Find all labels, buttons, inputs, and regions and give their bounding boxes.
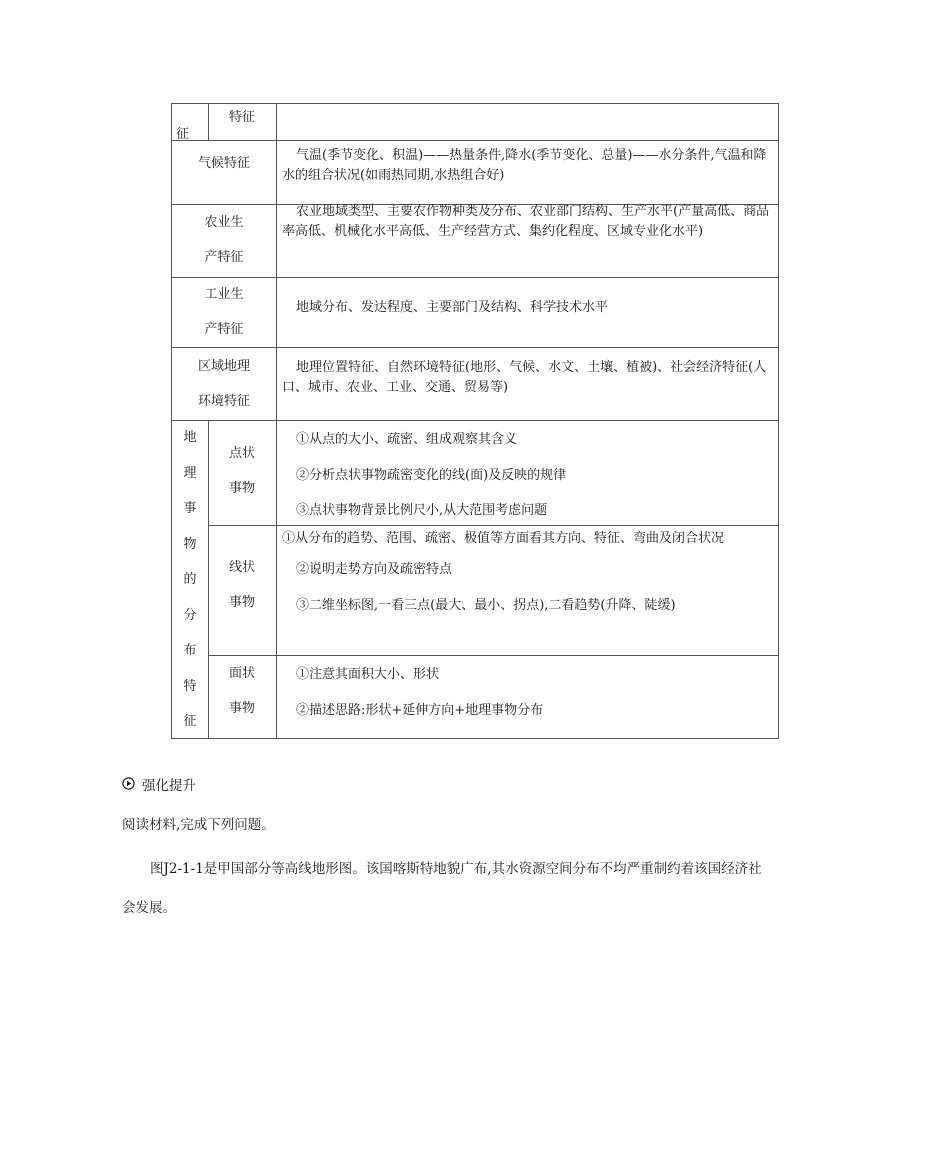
sub-label-line-line2: 事物: [228, 595, 255, 610]
sub-area-item: ②描述思路:形状+延伸方向+地理事物分布: [296, 702, 544, 718]
group-char: 征: [183, 714, 197, 729]
sub-label-point-line2: 事物: [228, 481, 255, 496]
geography-features-table: [171, 103, 779, 739]
row-label-industry-line2: 产特征: [204, 322, 244, 337]
sub-content-area: [276, 657, 778, 728]
section-paragraph-line1: 图J2-1-1是甲国部分等高线地形图。该国喀斯特地貌广布,其水资源空间分布不均严重制约着该国经济社: [150, 861, 762, 877]
sub-point-item: ①从点的大小、疏密、组成观察其含义: [296, 432, 518, 447]
sub-point-item: ③点状事物背景比例尺小,从大范围考虑问题: [296, 503, 548, 518]
row-content-regional: 地理位置特征、自然环境特征(地形、气候、水文、土壤、植被)、社会经济特征(人口、城市、农业、工业、交通、贸易等): [282, 360, 767, 395]
sub-content-line: [276, 529, 778, 618]
sub-line-item: ③二维坐标图,一看三点(最大、最小、拐点),二看趋势(升降、陡缓): [296, 598, 676, 613]
row-content-climate: 气温(季节变化、积温)——热量条件,降水(季节变化、总量)——水分条件,气温和降水的组合状况(如雨热同期,水热组合好): [282, 148, 767, 183]
sub-label-area-line2: 事物: [228, 701, 255, 716]
sub-line-item: ②说明走势方向及疏密特点: [296, 562, 453, 577]
sub-area-item: ①注意其面积大小、形状: [296, 667, 440, 682]
group-char: 理: [183, 465, 197, 481]
row-label-industry-line1: 工业生: [204, 287, 244, 302]
group-char: 特: [183, 678, 197, 694]
section-title: 强化提升: [142, 778, 196, 794]
sub-label-area-line1: 面状: [228, 666, 255, 681]
row-fragment-label: 征: [176, 127, 190, 142]
group-char: 分: [183, 607, 197, 623]
row-label-regional-line1: 区域地理: [197, 359, 250, 374]
group-char: 的: [183, 572, 197, 587]
sub-line-item: ①从分布的趋势、范围、疏密、极值等方面看其方向、特征、弯曲及闭合状况: [282, 531, 725, 546]
row-label-agriculture-line1: 农业生: [204, 215, 244, 230]
section-paragraph-line2: 会发展。: [122, 900, 176, 916]
row-label-agriculture-line2: 产特征: [204, 250, 244, 265]
row-label-agriculture: [172, 204, 276, 275]
sub-label-point-line1: 点状: [228, 446, 255, 461]
section-instruction: 阅读材料,完成下列问题。: [122, 817, 275, 833]
row-label-features: 特征: [228, 110, 255, 125]
row-label-regional: [172, 349, 276, 419]
sub-content-point: [276, 422, 778, 529]
group-label-distribution: [172, 420, 208, 740]
sub-label-line: [208, 550, 276, 620]
group-char: 地: [183, 430, 197, 445]
group-char: 事: [183, 501, 197, 516]
row-label-regional-line2: 环境特征: [197, 394, 250, 409]
group-char: 布: [183, 643, 197, 658]
row-label-industry: [172, 277, 276, 347]
row-content-industry: 地域分布、发达程度、主要部门及结构、科学技术水平: [296, 300, 609, 315]
sub-label-point: [208, 436, 276, 506]
group-char: 物: [183, 536, 197, 552]
play-circle-icon: [122, 777, 135, 790]
row-label-climate: 气候特征: [197, 156, 250, 171]
row-content-agriculture: 农业地域类型、主要农作物种类及分布、农业部门结构、生产水平(产量高低、商品率高低、机械化水平高低、生产经营方式、集约化程度、区域专业化水平): [282, 204, 770, 239]
sub-label-line-line1: 线状: [228, 560, 255, 575]
sub-point-item: ②分析点状事物疏密变化的线(面)及反映的规律: [296, 467, 567, 483]
sub-label-area: [208, 656, 276, 726]
